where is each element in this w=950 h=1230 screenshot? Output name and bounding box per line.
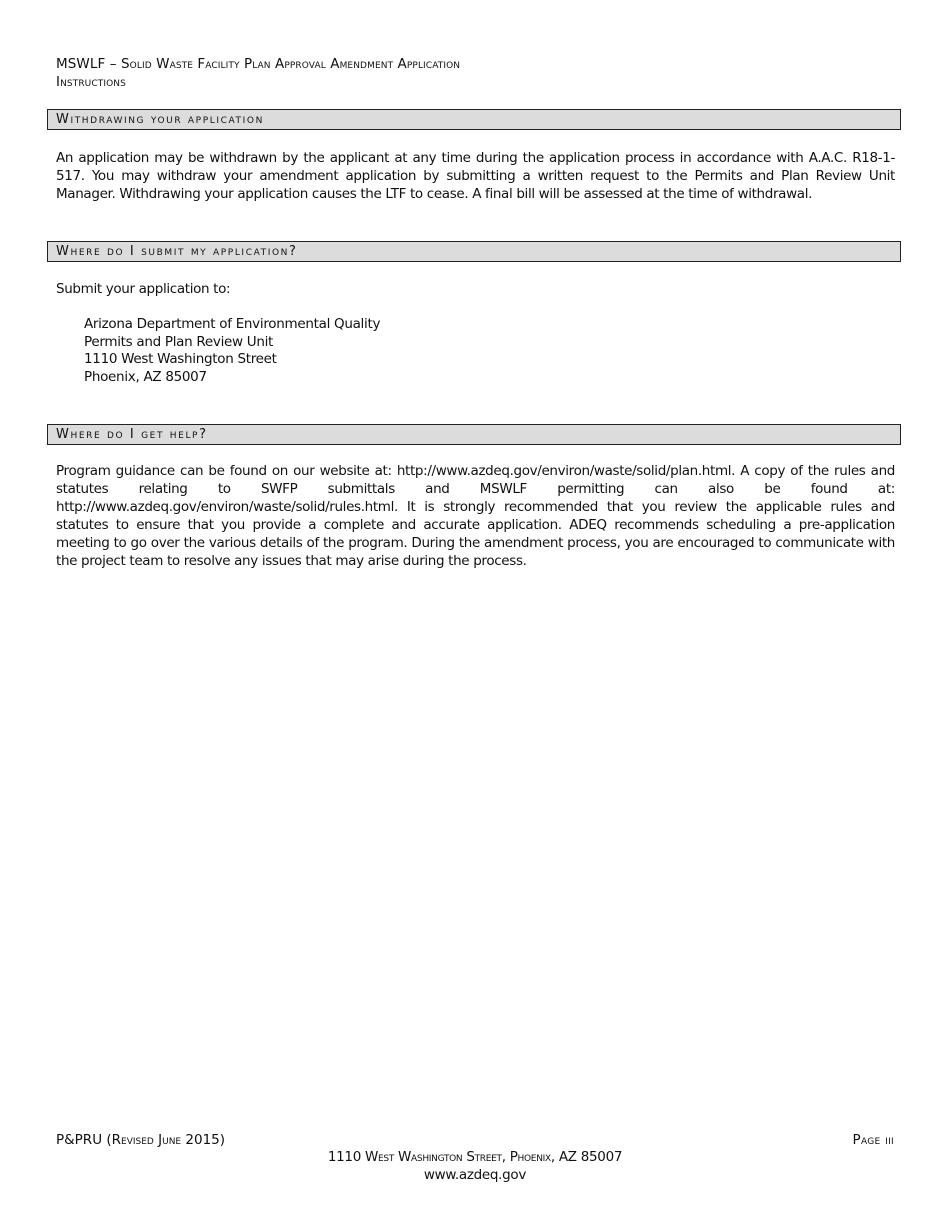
- section-heading-help: Where do I get help?: [47, 424, 901, 445]
- address-line: 1110 West Washington Street: [84, 351, 277, 367]
- submission-address: [84, 316, 380, 386]
- footer-website: www.azdeq.gov: [423, 1167, 527, 1183]
- submit-paragraph: Submit your application to:: [56, 281, 231, 297]
- address-line: Arizona Department of Environmental Quality: [84, 316, 381, 332]
- footer-address: 1110 West Washington Street, Phoenix, AZ 85007: [327, 1149, 623, 1165]
- footer-revision: P&PRU (Revised June 2015): [56, 1132, 226, 1148]
- footer-page-number: Page iii: [852, 1132, 894, 1148]
- withdrawing-paragraph: An application may be withdrawn by the applicant at any time during the application process in accordance with A.A.C. R18-1-517. You may withdraw your amendment application by submitting a written request to the Permits and Plan Review Unit Manager. Withdrawing your application causes the LTF to cease. A final bill will be assessed at the time of withdrawal.: [56, 150, 895, 202]
- document-title: MSWLF – Solid Waste Facility Plan Approval Amendment Application: [56, 56, 461, 72]
- address-line: Permits and Plan Review Unit: [84, 333, 274, 350]
- footer-contact: [0, 1148, 950, 1184]
- address-line: Phoenix, AZ 85007: [84, 368, 207, 385]
- help-paragraph: Program guidance can be found on our website at: http://www.azdeq.gov/environ/waste/solid/plan.html. A copy of the rules and statutes relating to SWFP submittals and MSWLF permitting can also be found at: http://www.azdeq.gov/environ/waste/solid/rules.html. It is strongly recommended that you review the applicable rules and statutes to ensure that you provide a complete and accurate application. ADEQ recommends scheduling a pre-application meeting to go over the various details of the program. During the amendment process, you are encouraged to communicate with the project team to resolve any issues that may arise during the process.: [56, 463, 895, 569]
- section-heading-withdrawing: Withdrawing your application: [47, 109, 901, 130]
- page-header: [56, 55, 896, 91]
- document-subtitle: Instructions: [56, 74, 126, 90]
- section-heading-submit: Where do I submit my application?: [47, 241, 901, 262]
